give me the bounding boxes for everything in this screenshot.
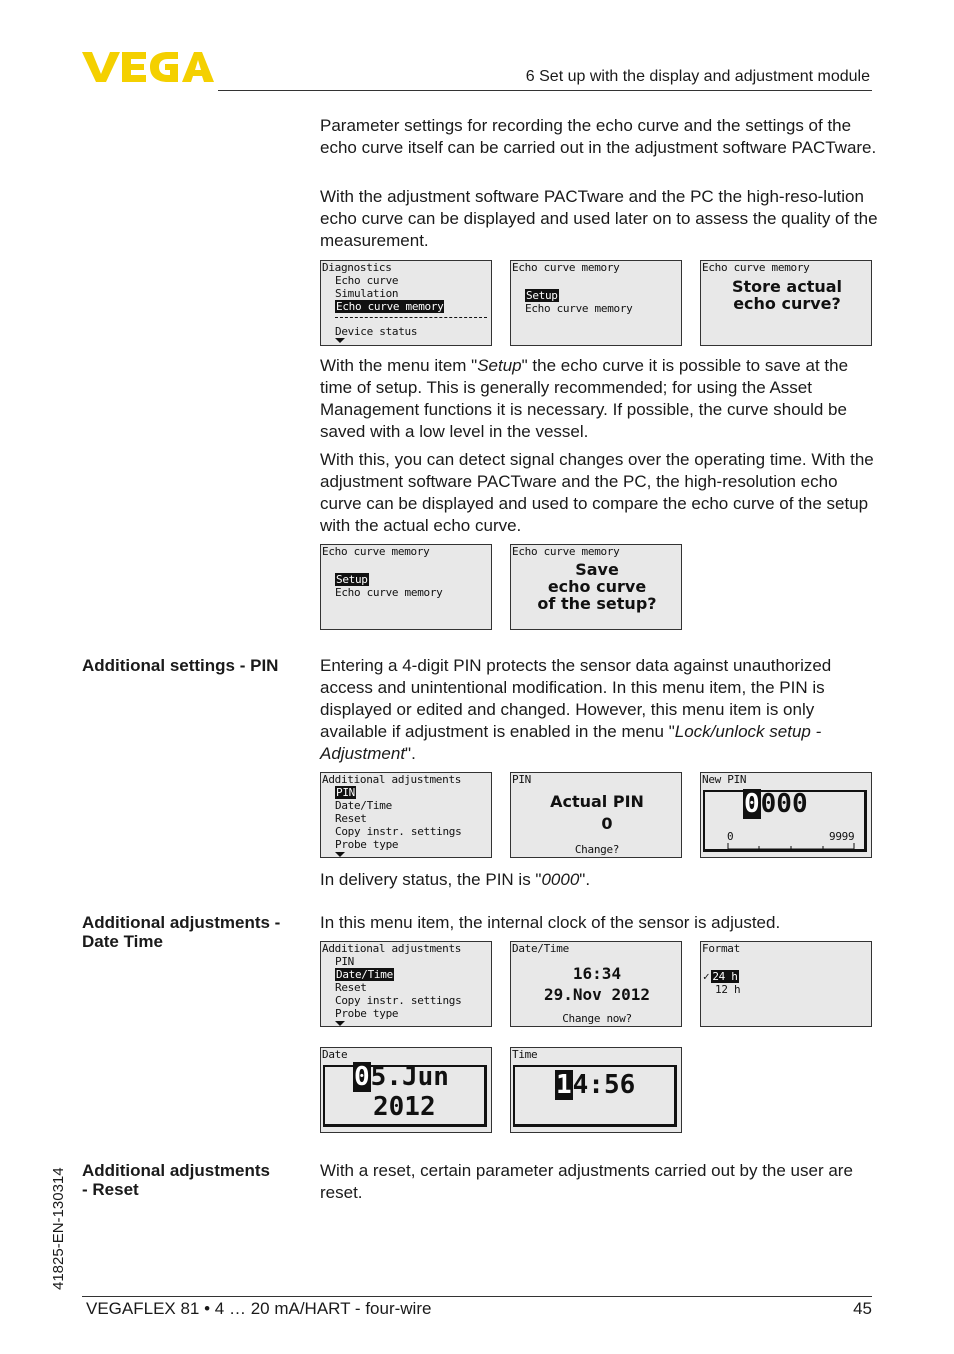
lcd-diagnostics: Diagnostics Echo curve Simulation Echo curve memory Device status bbox=[320, 260, 492, 346]
edit-cursor: 0 bbox=[744, 789, 760, 819]
vega-logo bbox=[82, 50, 214, 84]
value-scale bbox=[727, 843, 855, 851]
lcd-date-time: Date/Time 16:34 29.Nov 2012 Change now? bbox=[510, 941, 682, 1027]
signal-change-paragraph: With this, you can detect signal changes over the operating time. With the adjustment software PACTware and the PC, the high-resolution echo curve can be displayed and used to compare the echo curve of the setup with the actual echo curve. bbox=[320, 450, 874, 535]
pin-paragraph: Entering a 4-digit PIN protects the sensor data against unauthorized access and unintentional modification. In this menu item, the PIN is displayed or edited and changed. However, this menu item is only available if adjustment is enabled in the menu "Lock/unlock setup - Adjustment". bbox=[320, 656, 832, 763]
lcd-format: Format ✓ 24 h 12 h bbox=[700, 941, 872, 1027]
heading-pin: Additional settings - PIN bbox=[82, 656, 279, 675]
document-id: 41825-EN-130314 bbox=[50, 1167, 67, 1290]
pin-default-note: In delivery status, the PIN is "0000". bbox=[320, 870, 591, 889]
intro-paragraph: Parameter settings for recording the echo curve and the settings of the echo curve itself can be carried out in the adjustment software PACTware. bbox=[320, 116, 877, 157]
header-divider bbox=[218, 90, 872, 91]
lcd-store-echo-curve: Echo curve memory Store actual echo curve? bbox=[700, 260, 872, 346]
heading-reset: Additional adjustments - Reset bbox=[82, 1161, 270, 1199]
check-icon: ✓ bbox=[703, 970, 710, 983]
selected-format: 24 h bbox=[712, 970, 738, 983]
page-number: 45 bbox=[853, 1299, 872, 1318]
pactware-paragraph: With the adjustment software PACTware and the PC the high-reso-lution echo curve can be displayed and used later on to assess the quality of the measurement. bbox=[320, 187, 878, 250]
edit-cursor: 1 bbox=[556, 1070, 572, 1100]
lcd-pin: PIN Actual PIN 0 Change? bbox=[510, 772, 682, 858]
lcd-additional-adjustments-pin: Additional adjustments PIN Date/Time Reset Copy instr. settings Probe type bbox=[320, 772, 492, 858]
lcd-echo-curve-memory-setup: Echo curve memory Setup Echo curve memory bbox=[320, 544, 492, 630]
scroll-down-icon bbox=[335, 338, 345, 343]
heading-date-time: Additional adjustments - Date Time bbox=[82, 913, 281, 951]
lcd-time: Time 14:56 bbox=[510, 1047, 682, 1133]
footer-divider bbox=[82, 1296, 872, 1297]
lcd-additional-adjustments-date-time: Additional adjustments PIN Date/Time Reset Copy instr. settings Probe type bbox=[320, 941, 492, 1027]
lcd-save-echo-curve-setup: Echo curve memory Save echo curve of the setup? bbox=[510, 544, 682, 630]
lcd-date: Date 05.Jun 2012 bbox=[320, 1047, 492, 1133]
product-name: VEGAFLEX 81 • 4 … 20 mA/HART - four-wire bbox=[86, 1299, 432, 1318]
reset-paragraph: With a reset, certain parameter adjustments carried out by the user are reset. bbox=[320, 1161, 853, 1202]
scroll-down-icon bbox=[335, 1021, 345, 1026]
section-title: 6 Set up with the display and adjustment module bbox=[525, 68, 870, 85]
selected-menu-item: Setup bbox=[336, 573, 368, 586]
selected-menu-item: Echo curve memory bbox=[336, 300, 444, 313]
lcd-echo-curve-memory: Echo curve memory Setup Echo curve memory bbox=[510, 260, 682, 346]
selected-menu-item: Setup bbox=[526, 289, 558, 302]
date-time-paragraph: In this menu item, the internal clock of the sensor is adjusted. bbox=[320, 913, 781, 932]
lcd-new-pin: New PIN 0000 0 9999 bbox=[700, 772, 872, 858]
scroll-down-icon bbox=[335, 852, 345, 857]
selected-menu-item: PIN bbox=[336, 786, 355, 799]
edit-cursor: 0 bbox=[354, 1062, 370, 1092]
setup-paragraph: With the menu item "Setup" the echo curve it is possible to save at the time of setup. This is generally recommended; for using the Asset Management functions it is necessary. If possible, the curve should be saved with a low level in the vessel. bbox=[320, 356, 849, 441]
selected-menu-item: Date/Time bbox=[336, 968, 393, 981]
